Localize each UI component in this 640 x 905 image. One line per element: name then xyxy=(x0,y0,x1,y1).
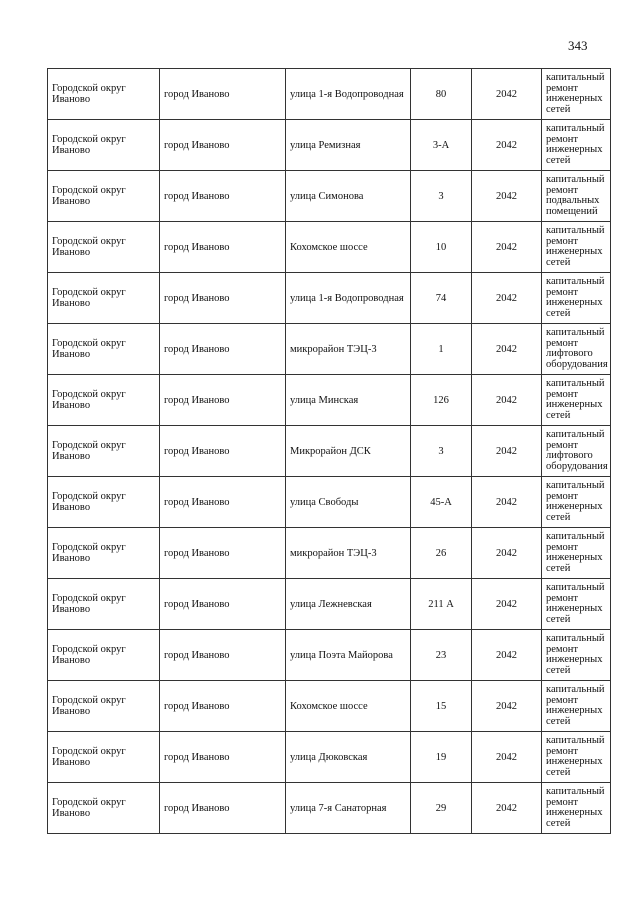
district-cell: Городской округ Иваново xyxy=(48,528,160,579)
table-body xyxy=(48,69,611,834)
work-type-cell: капитальный ремонт инженерных сетей xyxy=(542,630,611,681)
district-cell: Городской округ Иваново xyxy=(48,69,160,120)
district-cell: Городской округ Иваново xyxy=(48,324,160,375)
year-cell: 2042 xyxy=(472,477,542,528)
year-cell: 2042 xyxy=(472,528,542,579)
street-cell: микрорайон ТЭЦ-3 xyxy=(286,528,411,579)
table-row xyxy=(48,783,611,834)
year-cell: 2042 xyxy=(472,69,542,120)
year-cell: 2042 xyxy=(472,579,542,630)
house-number-cell: 80 xyxy=(411,69,472,120)
house-number-cell: 211 А xyxy=(411,579,472,630)
district-cell: Городской округ Иваново xyxy=(48,426,160,477)
district-cell: Городской округ Иваново xyxy=(48,375,160,426)
table-row xyxy=(48,273,611,324)
district-cell: Городской округ Иваново xyxy=(48,579,160,630)
street-cell: Кохомское шоссе xyxy=(286,222,411,273)
work-type-cell: капитальный ремонт инженерных сетей xyxy=(542,477,611,528)
year-cell: 2042 xyxy=(472,630,542,681)
work-type-cell: капитальный ремонт подвальных помещений xyxy=(542,171,611,222)
table-row xyxy=(48,222,611,273)
table-row xyxy=(48,426,611,477)
work-type-cell: капитальный ремонт лифтового оборудования xyxy=(542,426,611,477)
work-type-cell: капитальный ремонт инженерных сетей xyxy=(542,528,611,579)
district-cell: Городской округ Иваново xyxy=(48,681,160,732)
street-cell: Микрорайон ДСК xyxy=(286,426,411,477)
city-cell: город Иваново xyxy=(160,783,286,834)
house-number-cell: 3-А xyxy=(411,120,472,171)
house-number-cell: 26 xyxy=(411,528,472,579)
work-type-cell: капитальный ремонт инженерных сетей xyxy=(542,222,611,273)
street-cell: улица Поэта Майорова xyxy=(286,630,411,681)
city-cell: город Иваново xyxy=(160,528,286,579)
city-cell: город Иваново xyxy=(160,273,286,324)
table-row xyxy=(48,528,611,579)
street-cell: улица Свободы xyxy=(286,477,411,528)
house-number-cell: 15 xyxy=(411,681,472,732)
year-cell: 2042 xyxy=(472,171,542,222)
table-row xyxy=(48,630,611,681)
street-cell: улица Дюковская xyxy=(286,732,411,783)
table-row xyxy=(48,579,611,630)
work-type-cell: капитальный ремонт инженерных сетей xyxy=(542,375,611,426)
street-cell: микрорайон ТЭЦ-3 xyxy=(286,324,411,375)
district-cell: Городской округ Иваново xyxy=(48,783,160,834)
year-cell: 2042 xyxy=(472,681,542,732)
street-cell: Кохомское шоссе xyxy=(286,681,411,732)
table-row xyxy=(48,375,611,426)
work-type-cell: капитальный ремонт инженерных сетей xyxy=(542,732,611,783)
work-type-cell: капитальный ремонт инженерных сетей xyxy=(542,273,611,324)
city-cell: город Иваново xyxy=(160,630,286,681)
table-row xyxy=(48,324,611,375)
street-cell: улица Ремизная xyxy=(286,120,411,171)
year-cell: 2042 xyxy=(472,324,542,375)
work-type-cell: капитальный ремонт инженерных сетей xyxy=(542,69,611,120)
table-row xyxy=(48,69,611,120)
house-number-cell: 45-А xyxy=(411,477,472,528)
district-cell: Городской округ Иваново xyxy=(48,732,160,783)
city-cell: город Иваново xyxy=(160,681,286,732)
work-type-cell: капитальный ремонт лифтового оборудования xyxy=(542,324,611,375)
year-cell: 2042 xyxy=(472,783,542,834)
house-number-cell: 1 xyxy=(411,324,472,375)
district-cell: Городской округ Иваново xyxy=(48,222,160,273)
page-number: 343 xyxy=(568,38,588,53)
street-cell: улица Симонова xyxy=(286,171,411,222)
table-row xyxy=(48,681,611,732)
district-cell: Городской округ Иваново xyxy=(48,273,160,324)
table-row xyxy=(48,477,611,528)
district-cell: Городской округ Иваново xyxy=(48,120,160,171)
street-cell: улица 7-я Санаторная xyxy=(286,783,411,834)
table-row xyxy=(48,171,611,222)
table-row xyxy=(48,120,611,171)
work-type-cell: капитальный ремонт инженерных сетей xyxy=(542,783,611,834)
work-type-cell: капитальный ремонт инженерных сетей xyxy=(542,681,611,732)
work-type-cell: капитальный ремонт инженерных сетей xyxy=(542,579,611,630)
city-cell: город Иваново xyxy=(160,426,286,477)
house-number-cell: 3 xyxy=(411,171,472,222)
street-cell: улица 1-я Водопроводная xyxy=(286,273,411,324)
city-cell: город Иваново xyxy=(160,375,286,426)
city-cell: город Иваново xyxy=(160,579,286,630)
year-cell: 2042 xyxy=(472,732,542,783)
year-cell: 2042 xyxy=(472,120,542,171)
city-cell: город Иваново xyxy=(160,120,286,171)
city-cell: город Иваново xyxy=(160,732,286,783)
city-cell: город Иваново xyxy=(160,324,286,375)
street-cell: улица 1-я Водопроводная xyxy=(286,69,411,120)
work-type-cell: капитальный ремонт инженерных сетей xyxy=(542,120,611,171)
house-number-cell: 74 xyxy=(411,273,472,324)
city-cell: город Иваново xyxy=(160,222,286,273)
house-number-cell: 10 xyxy=(411,222,472,273)
street-cell: улица Минская xyxy=(286,375,411,426)
house-number-cell: 126 xyxy=(411,375,472,426)
year-cell: 2042 xyxy=(472,426,542,477)
city-cell: город Иваново xyxy=(160,477,286,528)
year-cell: 2042 xyxy=(472,375,542,426)
district-cell: Городской округ Иваново xyxy=(48,171,160,222)
district-cell: Городской округ Иваново xyxy=(48,630,160,681)
street-cell: улица Лежневская xyxy=(286,579,411,630)
district-cell: Городской округ Иваново xyxy=(48,477,160,528)
repair-schedule-table xyxy=(47,68,611,834)
year-cell: 2042 xyxy=(472,273,542,324)
house-number-cell: 19 xyxy=(411,732,472,783)
house-number-cell: 29 xyxy=(411,783,472,834)
house-number-cell: 23 xyxy=(411,630,472,681)
city-cell: город Иваново xyxy=(160,69,286,120)
year-cell: 2042 xyxy=(472,222,542,273)
city-cell: город Иваново xyxy=(160,171,286,222)
house-number-cell: 3 xyxy=(411,426,472,477)
table-row xyxy=(48,732,611,783)
